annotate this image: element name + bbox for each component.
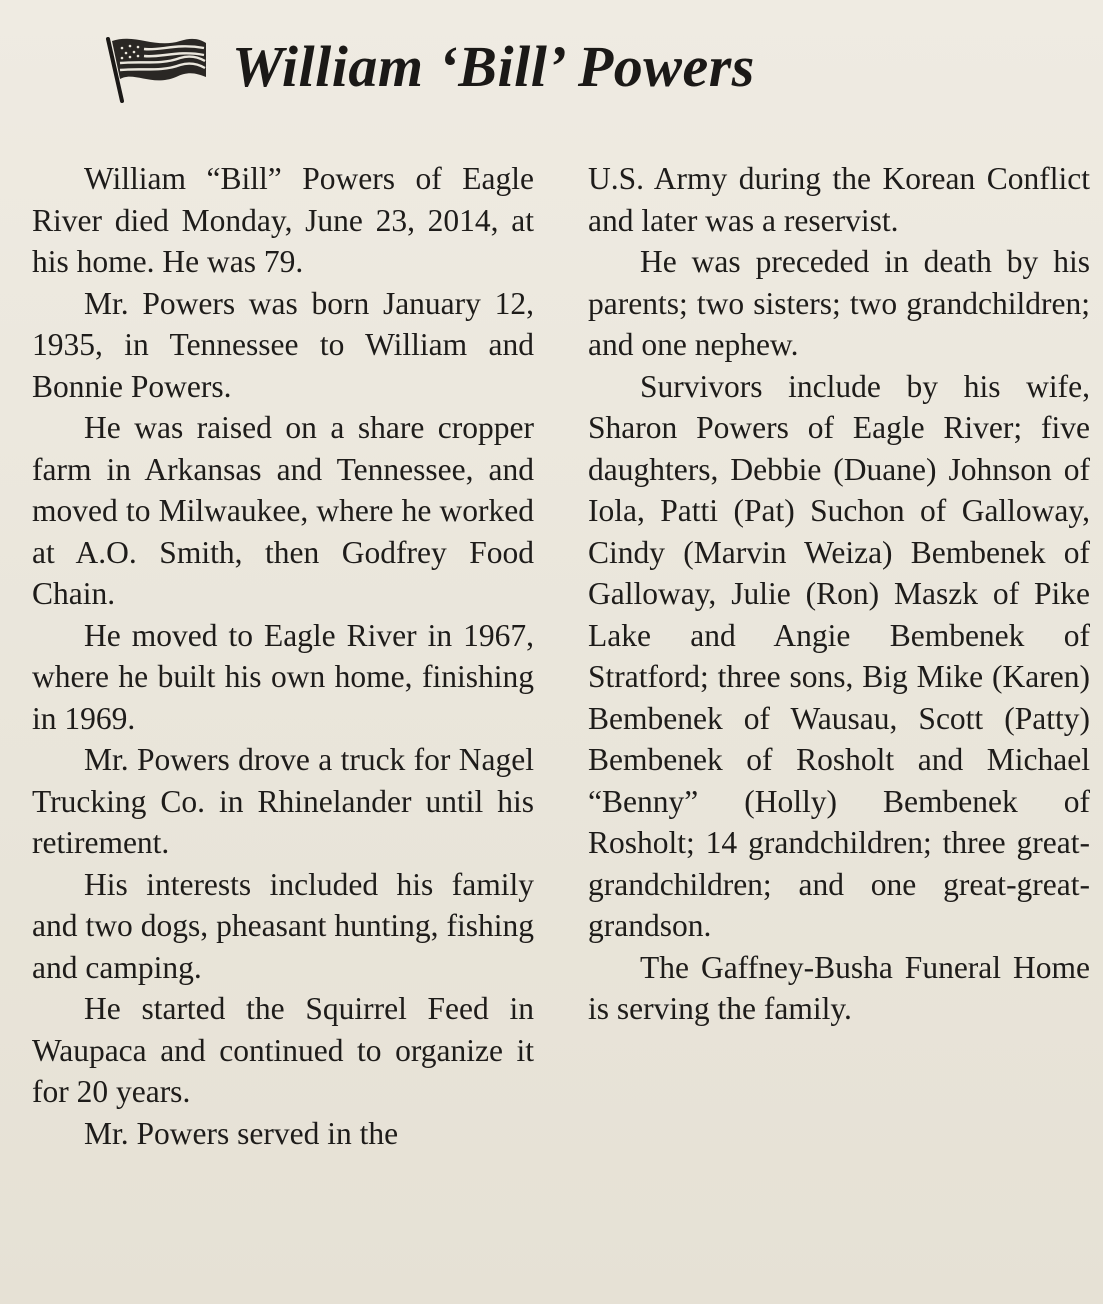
paragraph: He moved to Eagle River in 1967, where he built his own home, finishing in 1969. <box>32 617 534 736</box>
paragraph: He started the Squirrel Feed in Waupaca and continued to organize it for 20 years. <box>32 991 534 1109</box>
paragraph: Mr. Powers was born January 12, 1935, in Tennessee to William and Bonnie Powers. <box>32 285 534 404</box>
article-body <box>32 158 1090 1154</box>
right-column <box>588 158 1090 1154</box>
paragraph: William “Bill” Powers of Eagle River died Monday, June 23, 2014, at his home. He was 79. <box>32 161 534 279</box>
left-column <box>32 158 534 1154</box>
paragraph: U.S. Army during the Korean Conflict and later was a reservist. <box>588 161 1090 238</box>
american-flag-icon <box>100 31 210 103</box>
paragraph: The Gaffney-Busha Funeral Home is serving the family. <box>588 949 1090 1026</box>
paragraph: Mr. Powers drove a truck for Nagel Trucking Co. in Rhinelander until his retirement. <box>32 742 534 860</box>
obituary-title: William ‘Bill’ Powers <box>232 34 755 99</box>
paragraph: He was preceded in death by his parents; two sisters; two grandchildren; and one nephew. <box>588 244 1090 362</box>
paragraph: He was raised on a share cropper farm in Arkansas and Tennessee, and moved to Milwaukee, where he worked at A.O. Smith, then Godfrey Food Chain. <box>32 410 534 611</box>
paragraph: Mr. Powers served in the <box>84 1115 399 1151</box>
paragraph: His interests included his family and two dogs, pheasant hunting, fishing and camping. <box>32 866 534 985</box>
headline <box>100 22 1000 112</box>
paragraph: Survivors include by his wife, Sharon Powers of Eagle River; five daughters, Debbie (Duane) Johnson of Iola, Patti (Pat) Suchon of Galloway, Cindy (Marvin Weiza) Bembenek of Galloway, Julie (Ron) Maszk of Pike Lake and Angie Bembenek of Stratford; three sons, Big Mike (Karen) Bembenek of Wausau, Scott (Patty) Bembenek of Rosholt and Michael “Benny” (Holly) Bembenek of Rosholt; 14 grandchildren; three great-grandchildren; and one great-great-grandson. <box>588 368 1090 943</box>
